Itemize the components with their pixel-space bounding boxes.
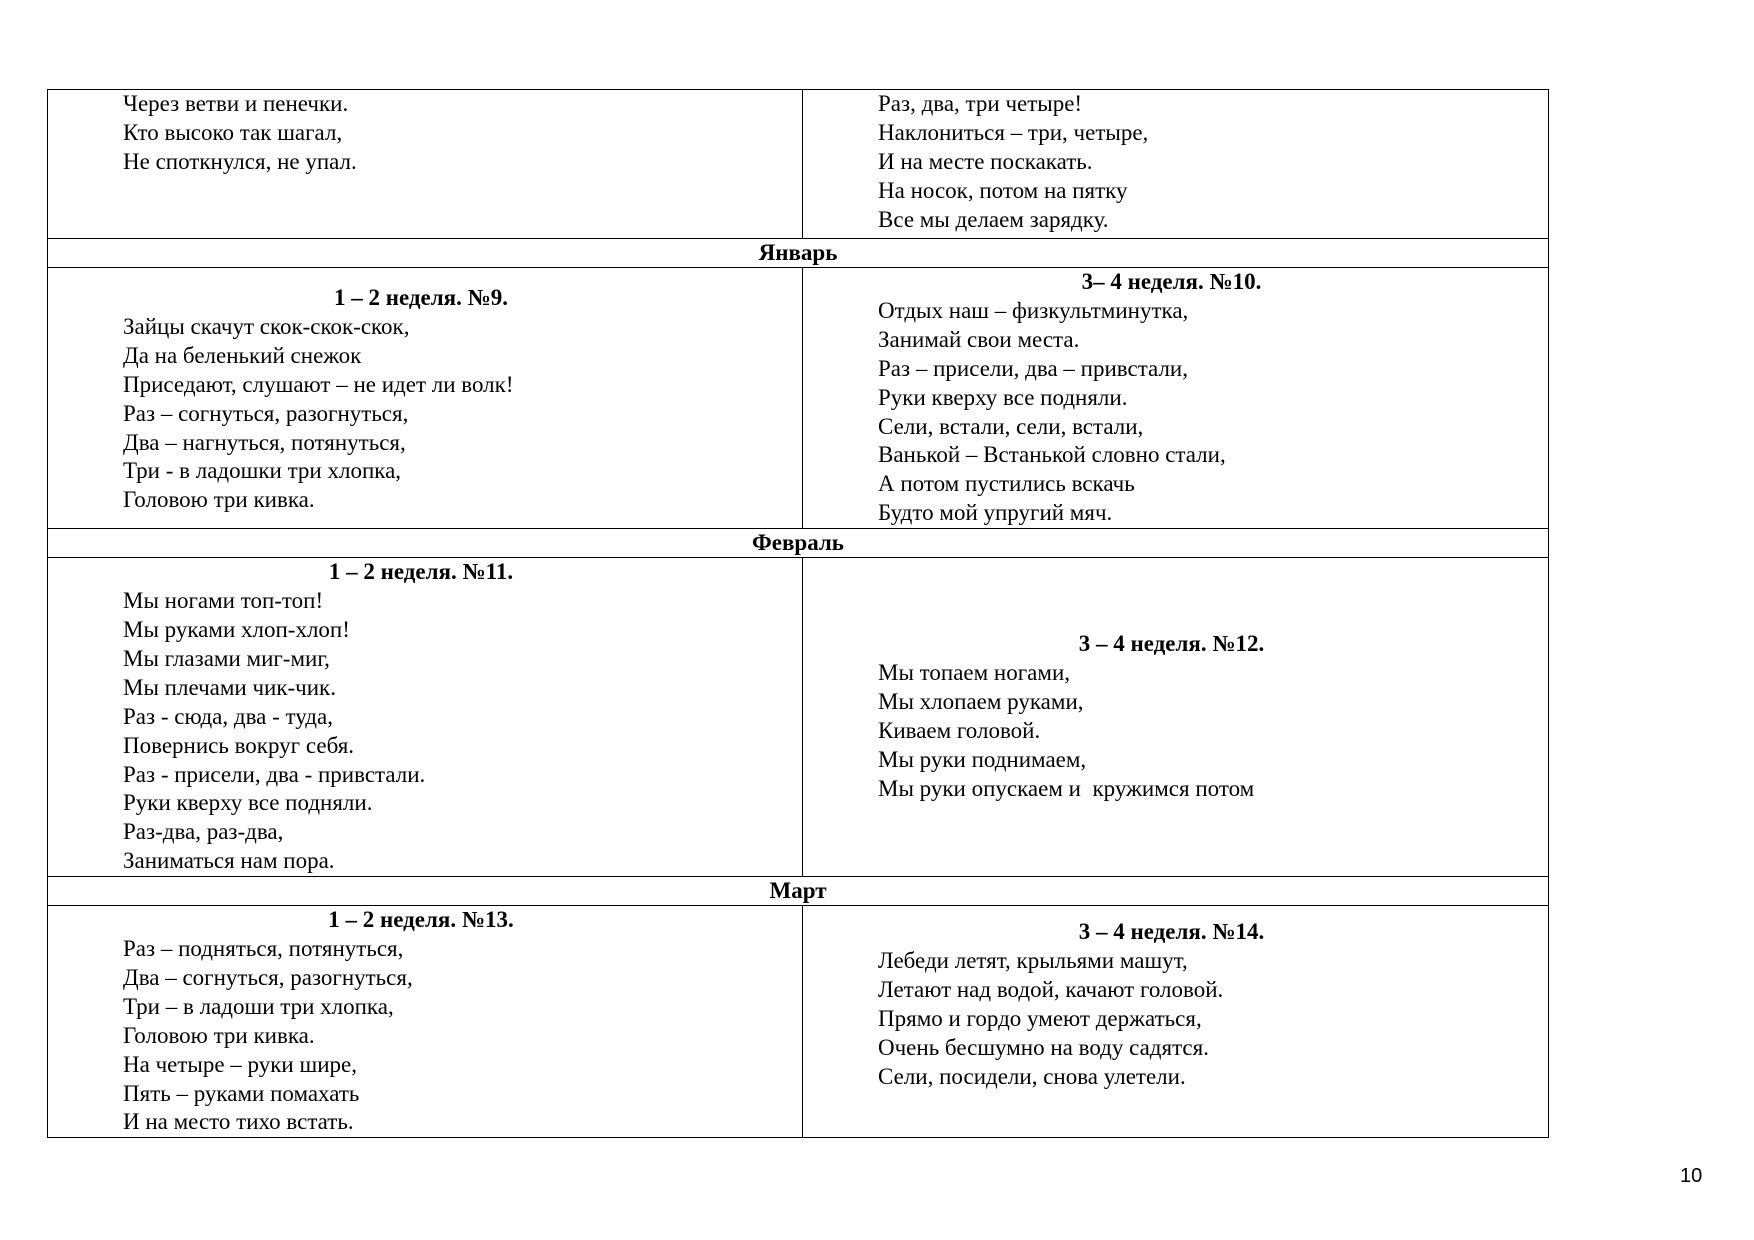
verse-line: Через ветви и пенечки. <box>123 91 349 116</box>
verse-line: Мы плечами чик-чик. <box>123 674 336 700</box>
verse-line: Мы глазами миг-миг, <box>123 645 330 671</box>
verse-line: Все мы делаем зарядку. <box>878 206 1109 232</box>
month-header-march: Март <box>48 877 1549 906</box>
verse-line: Сели, встали, сели, встали, <box>878 413 1144 439</box>
verse-line: Два – нагнуться, потянуться, <box>123 429 406 455</box>
verse-line: И на место тихо встать. <box>123 1109 354 1135</box>
week-heading: 3 – 4 неделя. №14. <box>1078 919 1265 945</box>
verse-line: Приседают, слушают – не идет ли волк! <box>123 371 514 397</box>
verse-line: На носок, потом на пятку <box>878 177 1128 203</box>
verse-line: Летают над водой, качают головой. <box>878 976 1224 1002</box>
table-row-month <box>48 529 1549 558</box>
verse-line: Наклониться – три, четыре, <box>878 119 1149 145</box>
verse-line: Заниматься нам пора. <box>123 848 335 874</box>
verse-line: Прямо и гордо умеют держаться, <box>878 1005 1202 1031</box>
verse-line: Лебеди летят, крыльями машут, <box>878 948 1188 974</box>
exercise-table <box>47 89 1549 1138</box>
verse-line: Раз, два, три четыре! <box>878 91 1083 116</box>
week-heading: 3– 4 неделя. №10. <box>1081 269 1262 294</box>
verse-line: Головою три кивка. <box>123 487 315 513</box>
cell-january-right <box>803 268 1549 529</box>
verse-line: Занимай свои места. <box>878 326 1080 352</box>
table-row-month <box>48 877 1549 906</box>
verse-line: Мы хлопаем руками, <box>878 688 1084 714</box>
month-header-february: Февраль <box>48 529 1549 558</box>
verse-line: Руки кверху все подняли. <box>878 384 1128 410</box>
verse-line: Мы руками хлоп-хлоп! <box>123 616 350 642</box>
verse-line: Киваем головой. <box>878 717 1041 743</box>
verse-line: Сели, посидели, снова улетели. <box>878 1063 1186 1089</box>
verse-line: Будто мой упругий мяч. <box>878 500 1113 526</box>
verse-line: А потом пустились вскачь <box>878 471 1135 497</box>
cell-march-left <box>48 906 803 1138</box>
verse-line: Мы руки поднимаем, <box>878 746 1087 772</box>
cell-february-left <box>48 558 803 877</box>
verse-line: Головою три кивка. <box>123 1022 315 1048</box>
cell-continuation-left <box>48 90 803 239</box>
verse-line: Три - в ладошки три хлопка, <box>123 458 402 484</box>
verse-line: Раз – подняться, потянуться, <box>123 936 404 962</box>
verse-line: Два – согнуться, разогнуться, <box>123 964 413 990</box>
verse-line: Кто высоко так шагал, <box>123 119 343 145</box>
table-row-february <box>48 558 1549 877</box>
verse-line: Мы топаем ногами, <box>878 660 1070 686</box>
verse-line: Отдых наш – физкультминутка, <box>878 297 1189 323</box>
verse-line: Раз – присели, два – привстали, <box>878 355 1188 381</box>
verse-line: Раз - сюда, два - туда, <box>123 703 333 729</box>
cell-january-left <box>48 268 803 529</box>
week-heading: 1 – 2 неделя. №9. <box>334 285 508 310</box>
table-row-month <box>48 239 1549 268</box>
page-number: 10 <box>1680 1165 1703 1187</box>
cell-february-right <box>803 558 1549 877</box>
verse-line: Повернись вокруг себя. <box>123 732 355 758</box>
verse-line: Мы руки опускаем и кружимся потом <box>878 775 1255 801</box>
verse-line: Руки кверху все подняли. <box>123 790 373 816</box>
table-row-continuation <box>48 90 1549 239</box>
verse-line: Раз-два, раз-два, <box>123 819 284 845</box>
verse-line: И на месте поскакать. <box>878 148 1093 174</box>
verse-line: Раз – согнуться, разогнуться, <box>123 400 409 426</box>
verse-line: На четыре – руки шире, <box>123 1051 357 1077</box>
verse-line: Три – в ладоши три хлопка, <box>123 993 394 1019</box>
table-row-march <box>48 906 1549 1138</box>
week-heading: 1 – 2 неделя. №11. <box>328 559 514 585</box>
week-heading: 1 – 2 неделя. №13. <box>328 907 514 933</box>
table-row-january <box>48 268 1549 529</box>
verse-line: Мы ногами топ-топ! <box>123 588 324 614</box>
verse-line: Раз - присели, два - привстали. <box>123 761 426 787</box>
month-header-january: Январь <box>48 239 1549 268</box>
verse-line: Зайцы скачут скок-скок-скок, <box>123 313 410 339</box>
verse-line: Пять – руками помахать <box>123 1080 360 1106</box>
verse-line: Да на беленький снежок <box>123 342 362 368</box>
cell-continuation-right <box>803 90 1549 239</box>
verse-line: Не споткнулся, не упал. <box>123 148 357 174</box>
week-heading: 3 – 4 неделя. №12. <box>1078 631 1265 657</box>
verse-line: Ванькой – Встанькой словно стали, <box>878 442 1226 468</box>
cell-march-right <box>803 906 1549 1138</box>
verse-line: Очень бесшумно на воду садятся. <box>878 1034 1209 1060</box>
